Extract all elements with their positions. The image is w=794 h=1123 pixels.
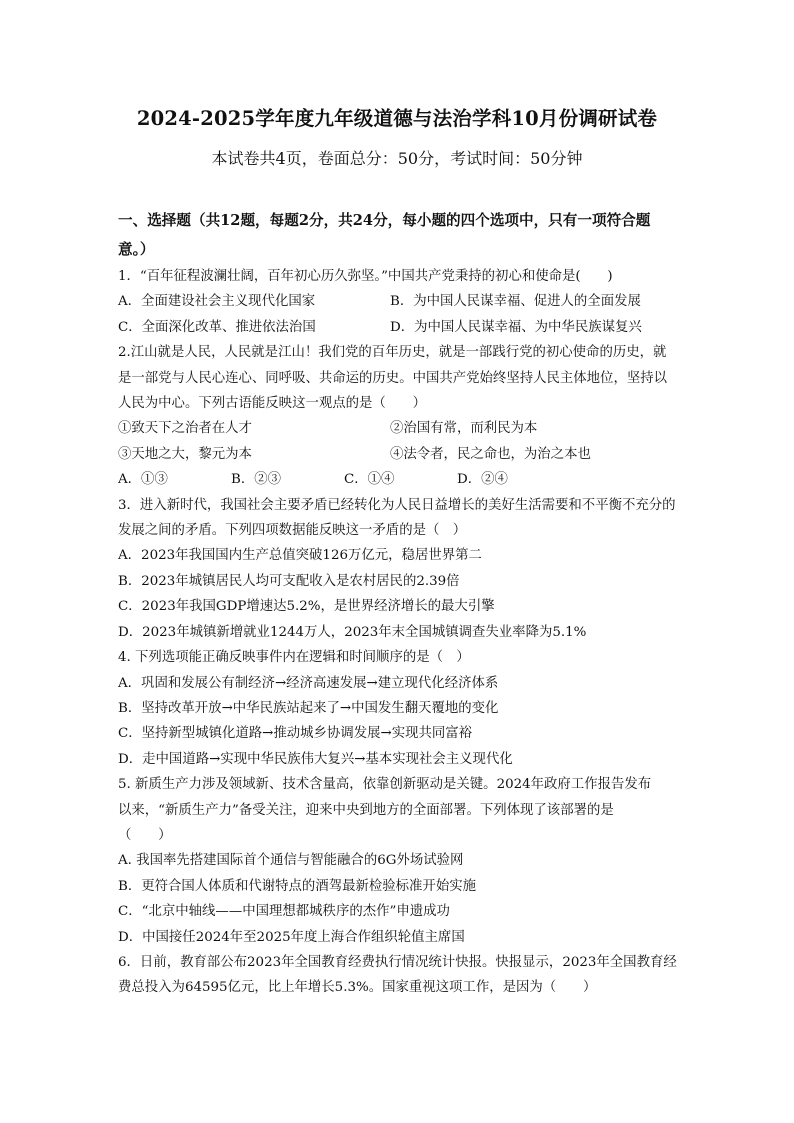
option-a: A．2023年我国国内生产总值突破126万亿元，稳居世界第二 <box>118 548 482 564</box>
exam-content <box>118 206 678 1001</box>
option-b: B．2023年城镇居民人均可支配收入是农村居民的2.39倍 <box>118 573 460 589</box>
item-1: ①致天下之治者在人才 <box>118 421 252 437</box>
question-stem: 1．“百年征程波澜壮阔，百年初心历久弥坚。”中国共产党秉持的初心和使命是( ) <box>118 269 613 284</box>
question-stem: 3．进入新时代，我国社会主要矛盾已经转化为人民日益增长的美好生活需要和不平衡不充分的发展之间的矛盾。下列四项数据能反映这一矛盾的是（ ） <box>118 497 676 539</box>
item-2: ②治国有常，而利民为本 <box>390 421 538 437</box>
option-row <box>118 289 678 314</box>
question-5 <box>118 772 678 950</box>
option-b: B．更符合国人体质和代谢特点的酒驾最新检验标准开始实施 <box>118 878 476 894</box>
option-b: B．为中国人民谋幸福、促进人的全面发展 <box>390 294 641 310</box>
question-stem-line-1: 5. 新质生产力涉及领域新、技术含量高，依靠创新驱动是关键。2024年政府工作报告发布 <box>118 777 652 793</box>
question-6 <box>118 950 678 1001</box>
option-a: A．①③ <box>118 472 168 488</box>
option-d: D．走中国道路→实现中华民族伟大复兴→基本实现社会主义现代化 <box>118 751 513 767</box>
option-a: A. 我国率先搭建国际首个通信与智能融合的6G外场试验网 <box>118 853 464 869</box>
answer-blank: （ ） <box>118 827 172 843</box>
question-3 <box>118 493 678 645</box>
question-1 <box>118 264 678 340</box>
option-c: C．①④ <box>344 472 395 488</box>
item-row <box>118 416 678 441</box>
option-c: C．2023年我国GDP增速达5.2%，是世界经济增长的最大引擎 <box>118 599 495 615</box>
question-2 <box>118 340 678 492</box>
exam-title: 2024-2025学年度九年级道德与法治学科10月份调研试卷 <box>136 107 658 130</box>
item-3: ③天地之大，黎元为本 <box>118 446 252 462</box>
option-c: C．全面深化改革、推进依法治国 <box>118 319 316 335</box>
option-c: C．坚持新型城镇化道路→推动城乡协调发展→实现共同富裕 <box>118 726 473 742</box>
question-4 <box>118 645 678 772</box>
item-4: ④法令者，民之命也，为治之本也 <box>390 446 591 462</box>
question-stem: 6．日前，教育部公布2023年全国教育经费执行情况统计快报。快报显示，2023年全国教育经费总投入为64595亿元，比上年增长5.3%。国家重视这项工作，是因为（ ） <box>118 954 677 996</box>
option-d: D．2023年城镇新增就业1244万人，2023年末全国城镇调查失业率降为5.1% <box>118 624 587 640</box>
question-stem: 2.江山就是人民，人民就是江山！我们党的百年历史，就是一部践行党的初心使命的历史，就是一部党与人民心连心、同呼吸、共命运的历史。中国共产党始终坚持人民主体地位，坚持以人民为中心。下列古语能反映这一观点的是（ ） <box>118 345 668 412</box>
option-b: B．②③ <box>231 472 282 488</box>
section-heading: 一、选择题（共12题，每题2分，共24分，每小题的四个选项中，只有一项符合题意。） <box>118 212 651 258</box>
question-stem-line-2: 以来，“新质生产力”备受关注，迎来中央到地方的全面部署。下列体现了该部署的是 <box>118 802 614 818</box>
option-row <box>118 315 678 340</box>
option-d: D．为中国人民谋幸福、为中华民族谋复兴 <box>390 319 642 335</box>
option-d: D．中国接任2024年至2025年度上海合作组织轮值主席国 <box>118 929 465 945</box>
option-b: B．坚持改革开放→中华民族站起来了→中国发生翻天覆地的变化 <box>118 700 499 716</box>
option-row <box>118 467 678 492</box>
item-row <box>118 442 678 467</box>
option-d: D．②④ <box>457 472 508 488</box>
option-a: A．巩固和发展公有制经济→经济高速发展→建立现代化经济体系 <box>118 675 499 691</box>
exam-subtitle: 本试卷共4页，卷面总分：50分，考试时间：50分钟 <box>211 149 583 168</box>
option-c: C．“北京中轴线——中国理想都城秩序的杰作”申遗成功 <box>118 904 450 920</box>
question-stem: 4. 下列选项能正确反映事件内在逻辑和时间顺序的是（ ） <box>118 650 470 666</box>
option-a: A．全面建设社会主义现代化国家 <box>118 294 316 310</box>
